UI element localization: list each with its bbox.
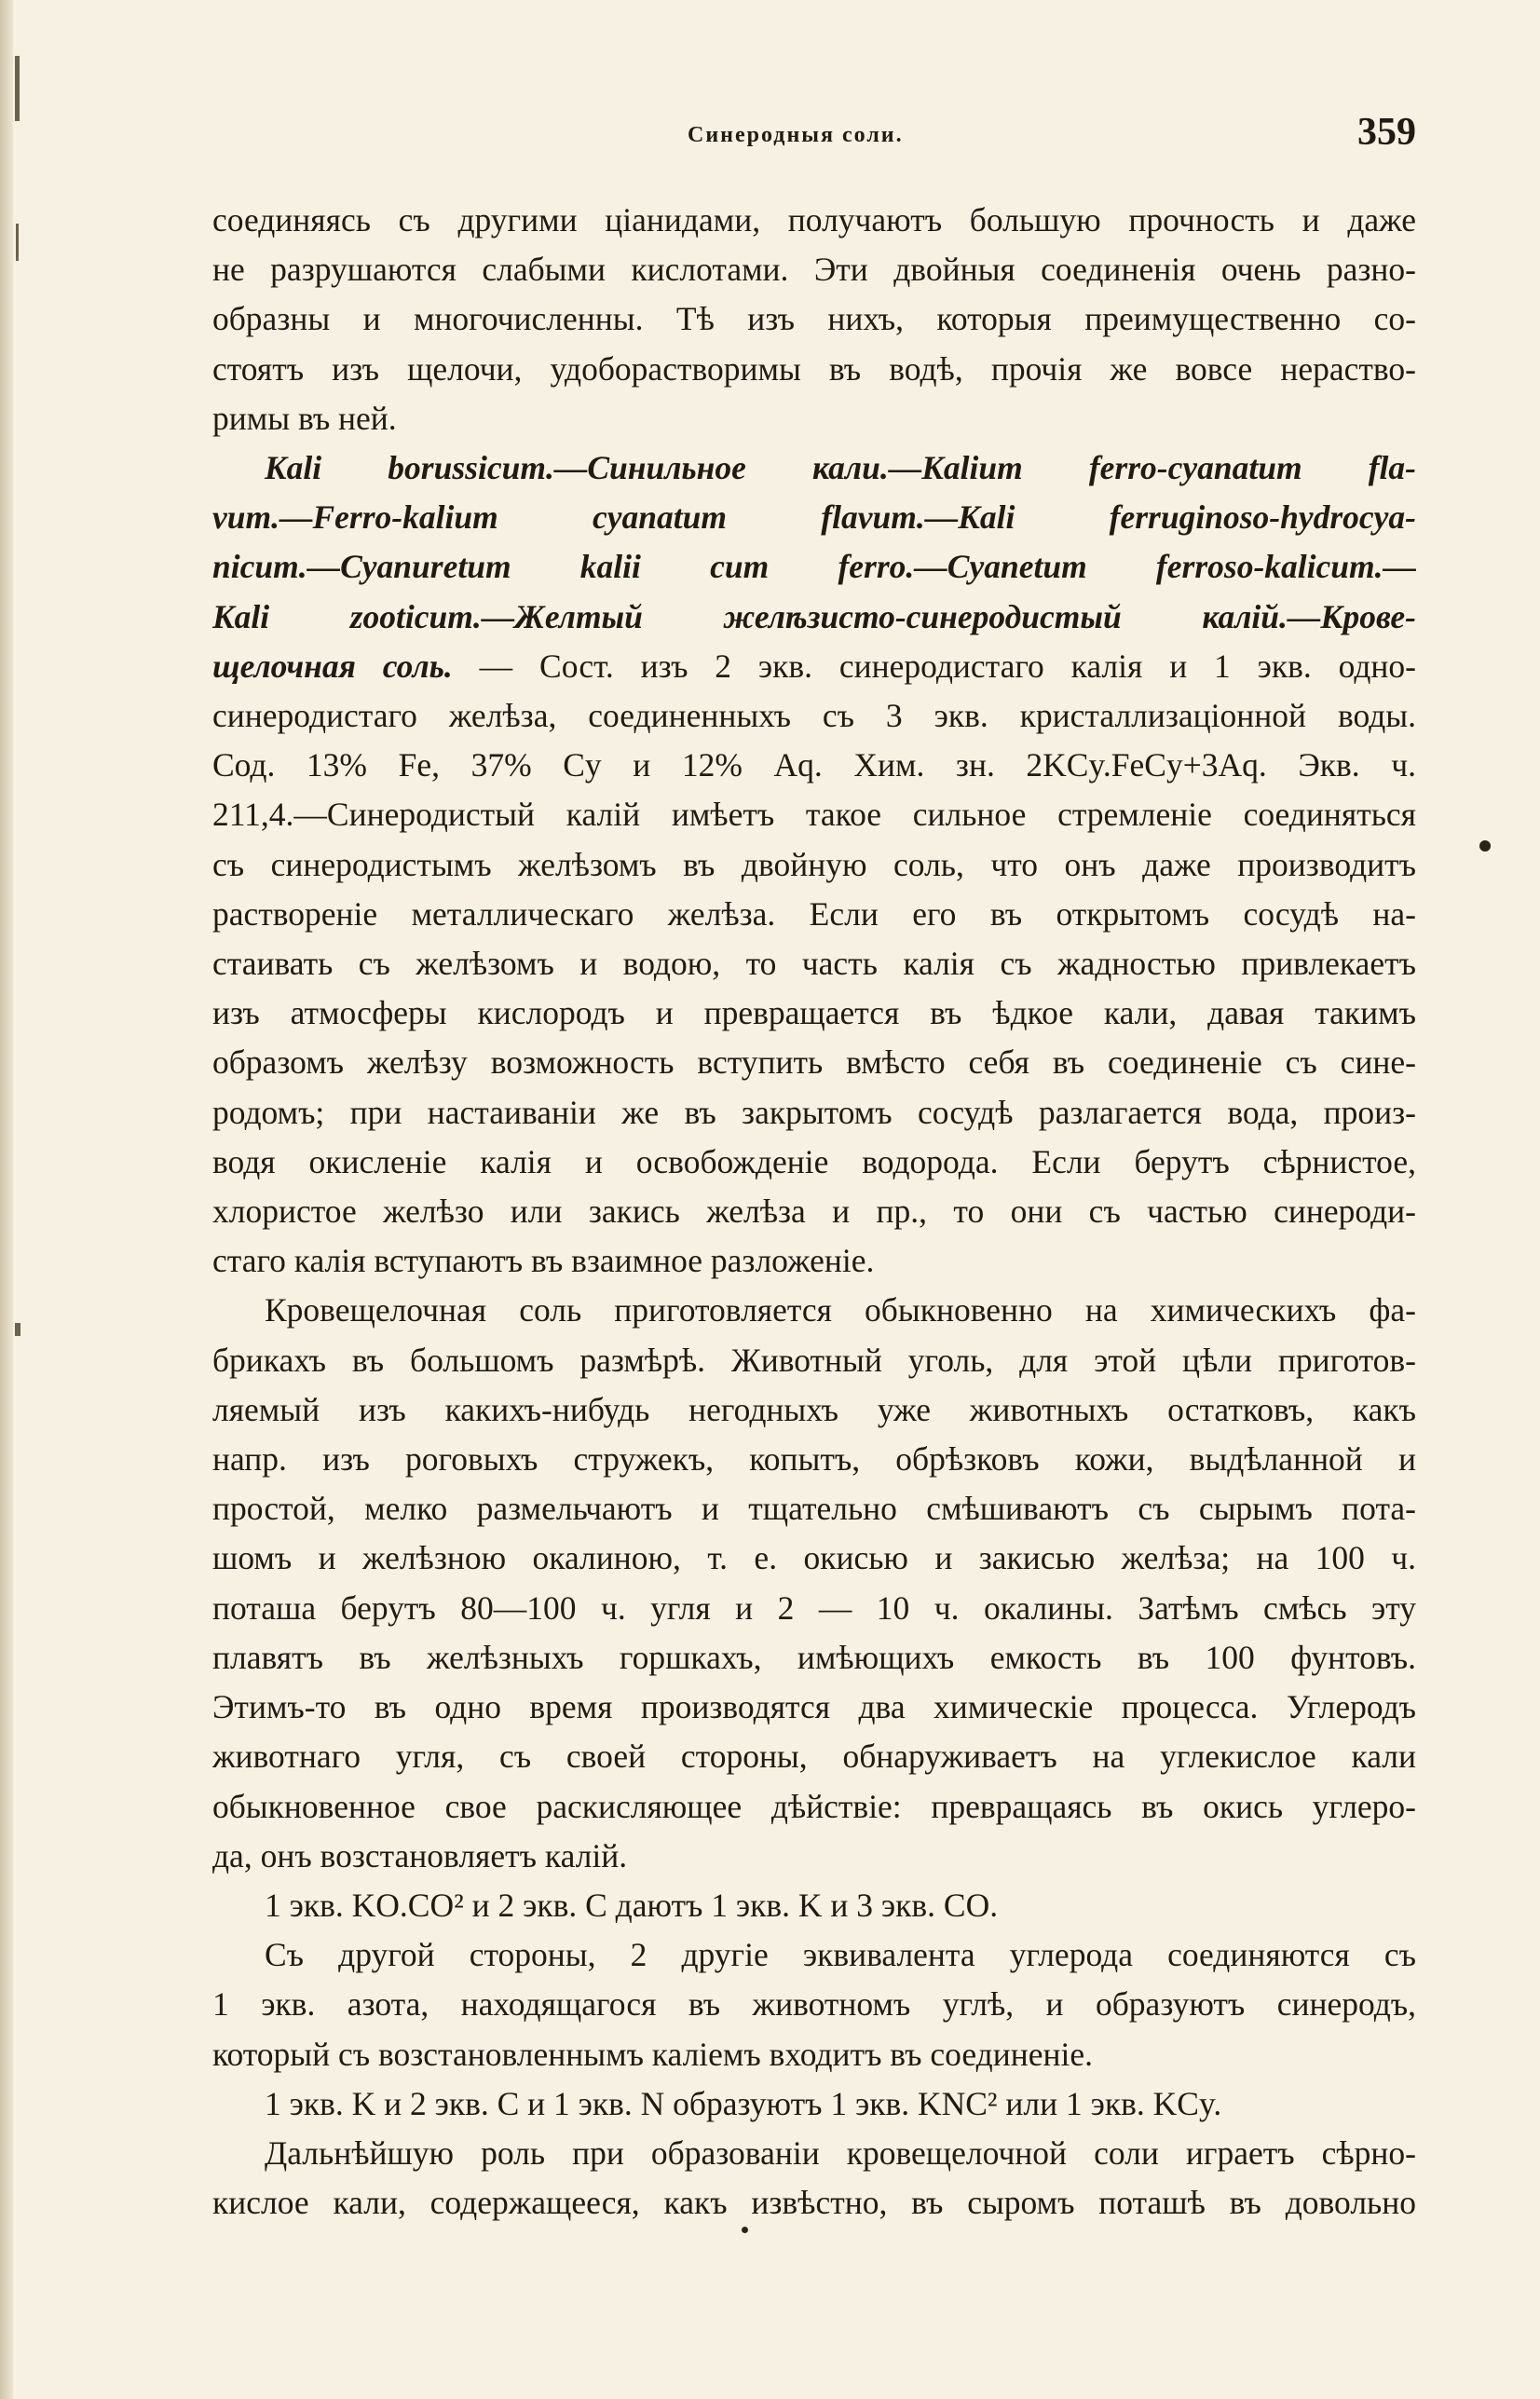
text-line: животнаго угля, съ своей стороны, обнаруживаетъ на углекислое кали: [212, 1738, 1416, 1776]
text-line: 211,4.—Синеродистый калій имѣетъ такое сильное стремленіе соединяться: [212, 796, 1416, 834]
text-line: [212, 642, 1416, 691]
text-line: съ синеродистымъ желѣзомъ въ двойную соль, что онъ даже производитъ: [212, 845, 1416, 883]
text-line: родомъ; при настаиваніи же въ закрытомъ сосудѣ разлагается вода, произ-: [212, 1093, 1416, 1131]
text-line: Дальнѣйшую роль при образованіи кровещелочной соли играетъ сѣрно-: [265, 2133, 1416, 2172]
text-line: шомъ и желѣзною окалиною, т. е. окисью и закисью желѣза; на 100 ч.: [212, 1539, 1416, 1577]
text-line: образомъ желѣзу возможность вступить вмѣсто себя въ соединеніе съ сине-: [212, 1043, 1416, 1082]
italic-term: щелочная соль.: [212, 647, 453, 685]
text-line: Сод. 13% Fe, 37% Cy и 12% Aq. Хим. зн. 2KCy.FeCy+3Aq. Экв. ч.: [212, 746, 1416, 784]
text-line: плавятъ въ желѣзныхъ горшкахъ, имѣющихъ емкость въ 100 фунтовъ.: [212, 1638, 1416, 1676]
text-line: ляемый изъ какихъ-нибудь негодныхъ уже животныхъ остатковъ, какъ: [212, 1390, 1416, 1428]
text-line: водя окисленіе калія и освобожденіе водорода. Если берутъ сѣрнистое,: [212, 1142, 1416, 1180]
text-line: образны и многочисленны. Тѣ изъ нихъ, которыя преимущественно со-: [212, 300, 1416, 338]
text-line: стаивать съ желѣзомъ и водою, то часть калія съ жадностью привлекаетъ: [212, 945, 1416, 983]
text-line: кислое кали, содержащееся, какъ извѣстно, въ сыромъ поташѣ въ довольно: [212, 2184, 1416, 2222]
text-line: напр. изъ роговыхъ стружекъ, копытъ, обрѣзковъ кожи, выдѣланной и: [212, 1440, 1416, 1479]
text-line: синеродистаго желѣза, соединенныхъ съ 3 экв. кристаллизаціонной воды.: [212, 697, 1416, 735]
ink-speck: [742, 2227, 748, 2233]
text-line-italic: nicum.—Cyanuretum kalii cum ferro.—Cyanetum ferroso-kalicum.—: [212, 548, 1416, 586]
text-line: хлористое желѣзо или закись желѣза и пр., то они съ частью синероди-: [212, 1193, 1416, 1231]
text-line: римы въ ней.: [212, 399, 397, 437]
text-line: изъ атмосферы кислородъ и превращается въ ѣдкое кали, давая такимъ: [212, 994, 1416, 1032]
text-line: да, онъ возстановляетъ калій.: [212, 1836, 628, 1874]
running-head-title: Синеродныя соли.: [688, 123, 904, 147]
text-run: — Сост. изъ 2 экв. синеродистаго калія и 1 экв. одно-: [452, 647, 1416, 685]
text-line-italic: vum.—Ferro-kalium cyanatum flavum.—Kali ferruginoso-hydrocya-: [212, 498, 1416, 537]
page-edge: [0, 0, 13, 2399]
edge-mark: [15, 56, 20, 121]
text-line: 1 экв. азота, находящагося въ животномъ углѣ, и образуютъ синеродъ,: [212, 1985, 1416, 2024]
page-number: 359: [1357, 111, 1416, 154]
ink-speck: [1479, 840, 1491, 852]
formula-line: 1 экв. KO.CO² и 2 экв. C даютъ 1 экв. K и 3 экв. CO.: [265, 1886, 999, 1924]
text-line-italic: Kali borussicum.—Синильное кали.—Kalium ferro-cyanatum fla-: [265, 449, 1416, 487]
text-line: раствореніе металлическаго желѣза. Если его въ открытомъ сосудѣ на-: [212, 894, 1416, 933]
text-line: обыкновенное свое раскисляющее дѣйствіе: превращаясь въ окись углеро-: [212, 1787, 1416, 1825]
text-line-italic: Kali zooticum.—Желтый желѣзисто-синеродистый калій.—Крове-: [212, 597, 1416, 635]
edge-mark: [15, 1323, 20, 1336]
text-line: Съ другой стороны, 2 другіе эквивалента углерода соединяются съ: [265, 1936, 1416, 1974]
formula-line: 1 экв. K и 2 экв. C и 1 экв. N образуютъ 1 экв. KNC² или 1 экв. KCy.: [265, 2084, 1222, 2122]
text-line: стаго калія вступаютъ въ взаимное разложеніе.: [212, 1242, 875, 1280]
text-line: простой, мелко размельчаютъ и тщательно смѣшиваютъ съ сырымъ пота-: [212, 1490, 1416, 1528]
text-line: соединяясь съ другими ціанидами, получаютъ большую прочность и даже: [212, 201, 1416, 239]
text-line: не разрушаются слабыми кислотами. Эти двойныя соединенія очень разно-: [212, 251, 1416, 289]
text-block: [212, 196, 1416, 2228]
text-line: стоятъ изъ щелочи, удоборастворимы въ водѣ, прочія же вовсе нераство-: [212, 349, 1416, 388]
text-line: который съ возстановленнымъ каліемъ входитъ въ соединеніе.: [212, 2035, 1093, 2073]
text-line: Кровещелочная соль приготовляется обыкновенно на химическихъ фа-: [265, 1291, 1416, 1329]
text-line: поташа берутъ 80—100 ч. угля и 2 — 10 ч. окалины. Затѣмъ смѣсь эту: [212, 1588, 1416, 1627]
running-head: [212, 110, 1416, 166]
edge-mark: [16, 224, 19, 261]
text-line: брикахъ въ большомъ размѣрѣ. Животный уголь, для этой цѣли приготов-: [212, 1341, 1416, 1379]
text-line: Этимъ-то въ одно время производятся два химическіе процесса. Углеродъ: [212, 1688, 1416, 1726]
